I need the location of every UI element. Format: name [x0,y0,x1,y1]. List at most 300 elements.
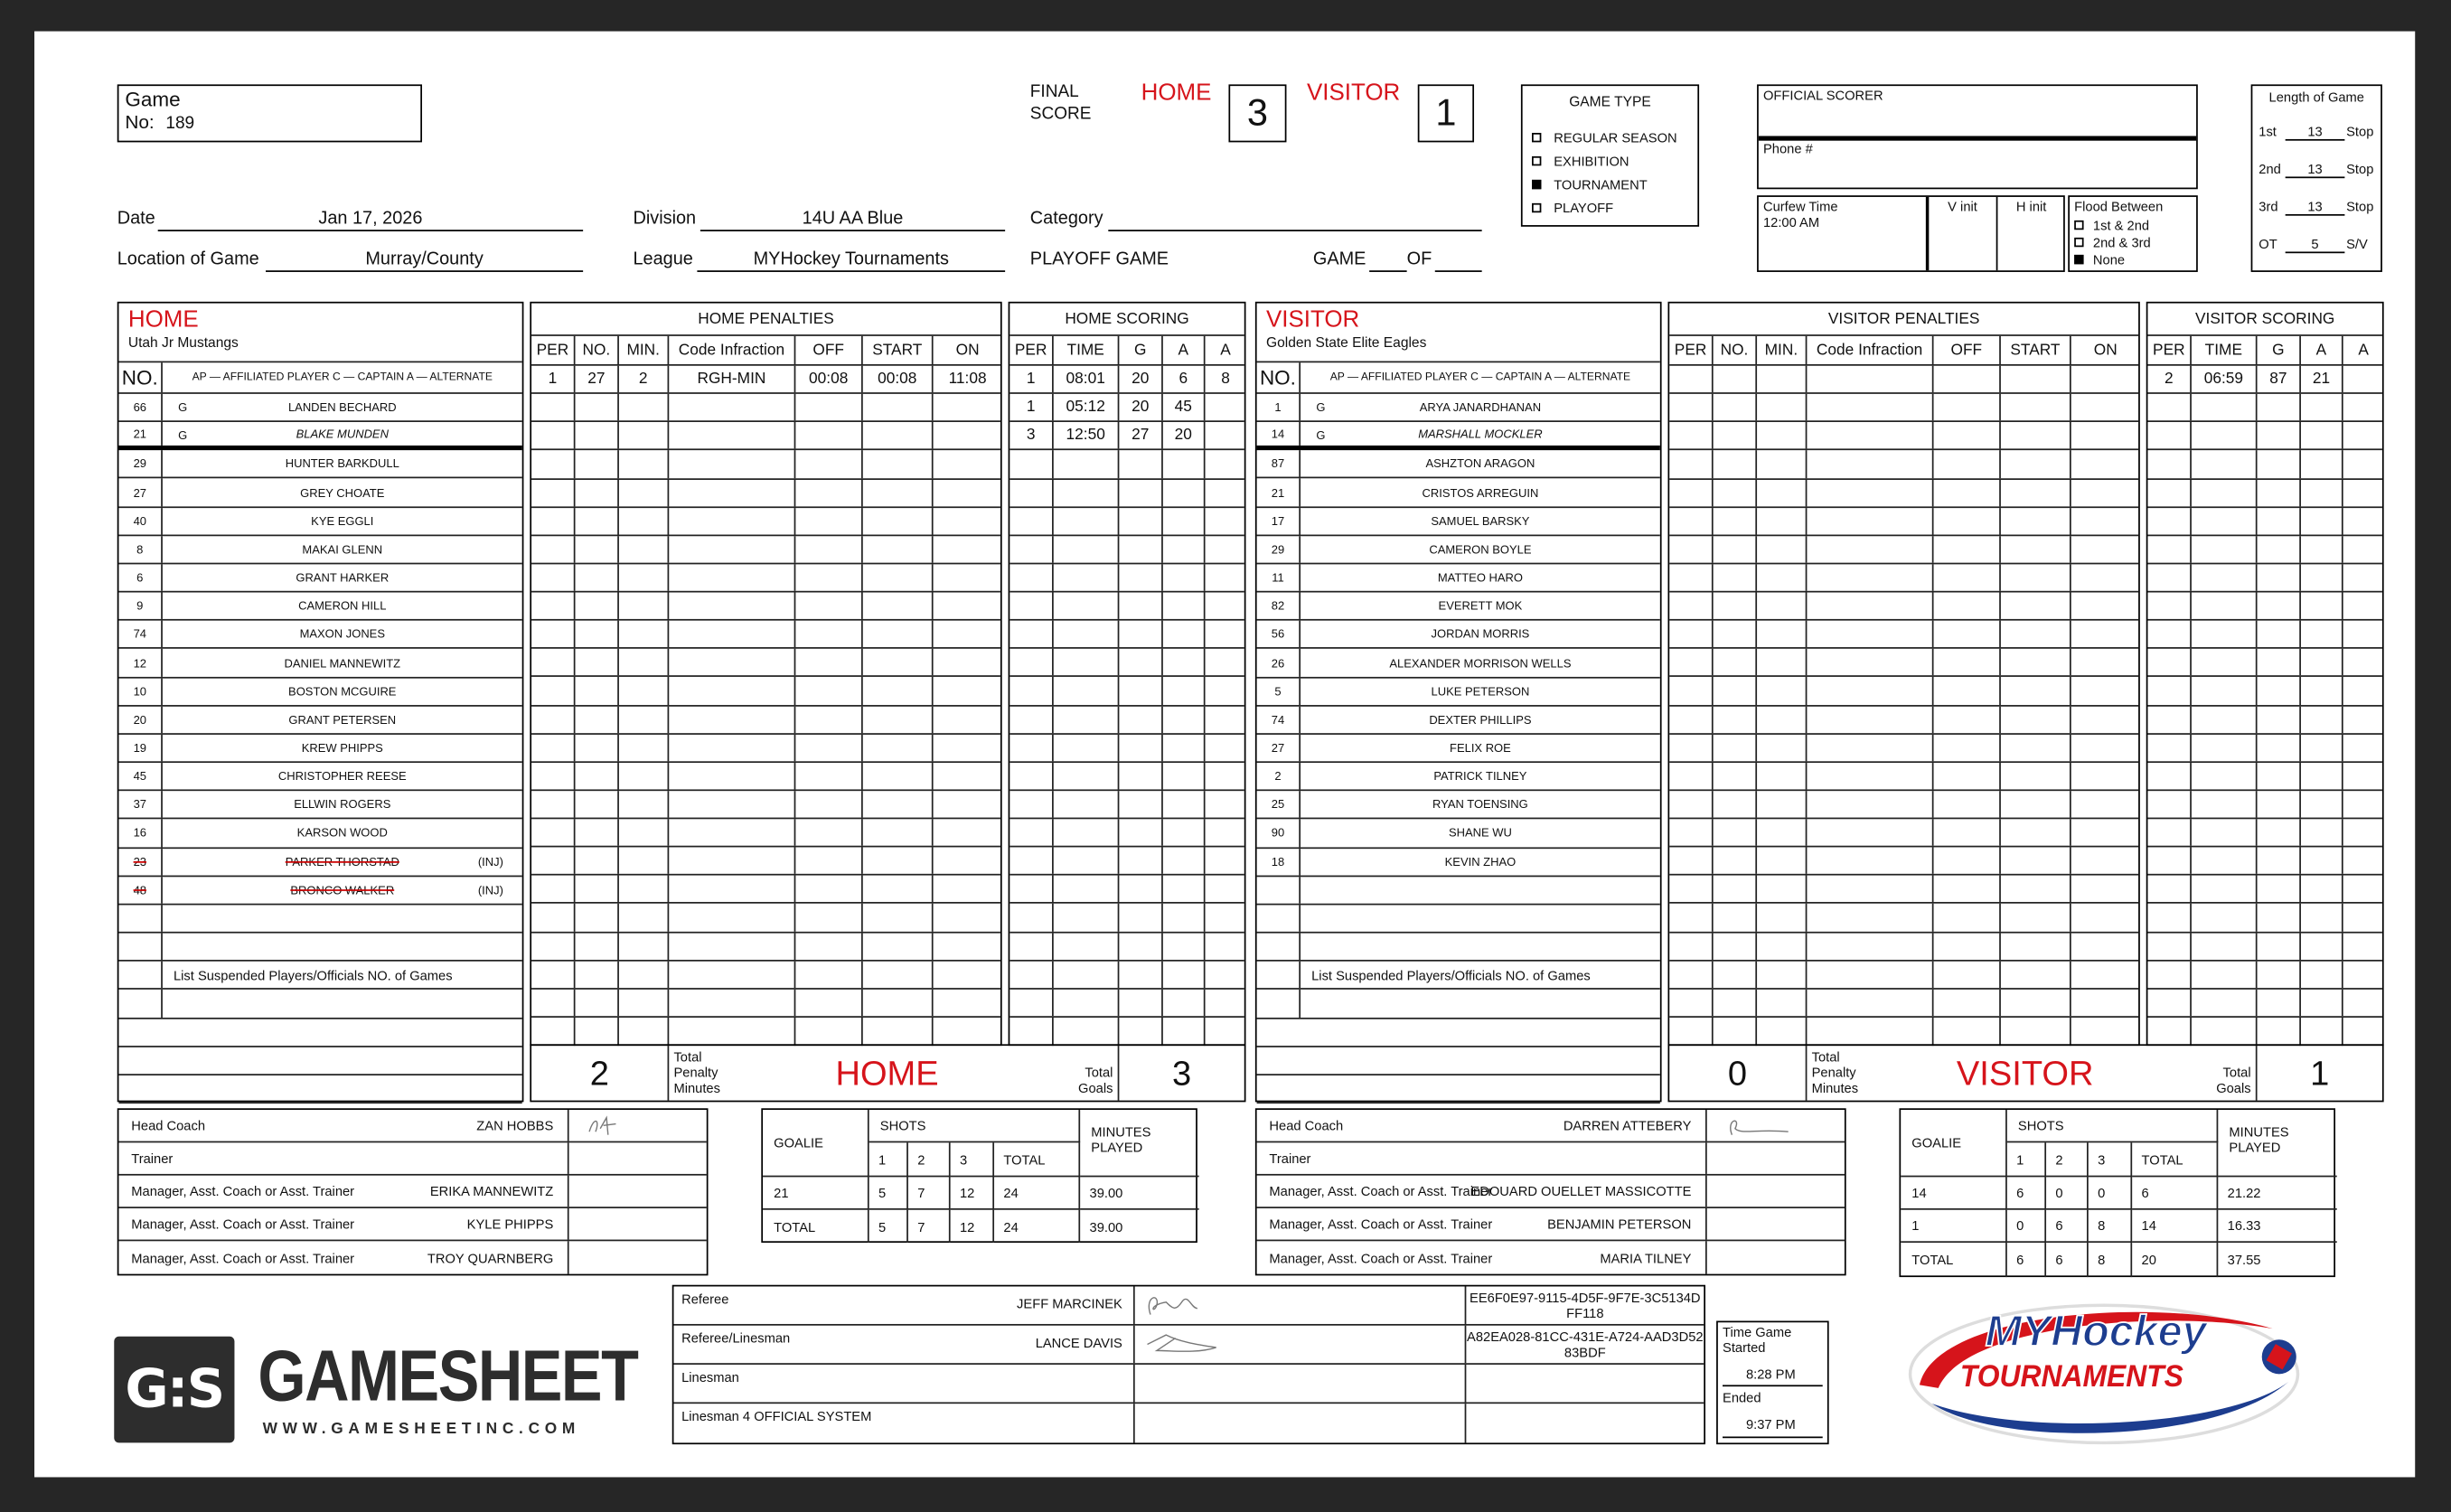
staff-role: Manager, Asst. Coach or Asst. Trainer [131,1249,355,1266]
player-name[interactable]: CHRISTOPHER REESE [277,769,407,784]
name-cell [163,678,522,705]
name-cell [163,763,522,790]
data-cell [795,621,862,648]
of-blank [1435,250,1482,272]
blank-row [1010,649,1244,677]
player-name[interactable]: BOSTON MCGUIRE [288,683,397,699]
data-cell [2343,876,2384,903]
data-cell [1714,791,1757,818]
staff-signature-cell [1705,1110,1845,1141]
data-cell [2301,819,2343,846]
game-type-option[interactable] [1532,154,1629,169]
data-cell [531,763,575,790]
data-cell [619,593,669,620]
data-cell [575,763,618,790]
player-name[interactable]: KEVIN ZHAO [1444,854,1517,869]
data-cell [1714,649,1757,676]
player-name[interactable]: GRANT PETERSEN [288,712,397,727]
staff-row [118,1142,706,1175]
data-cell [2301,536,2343,563]
data-cell [1206,479,1246,506]
name-cell [163,394,522,421]
blank-row [531,394,1000,422]
game-label: Game [125,87,181,111]
blank-row [1669,394,2138,422]
visitor-totals-team-label: VISITOR [1956,1052,2094,1093]
player-name[interactable]: FELIX ROE [1450,740,1511,756]
data-cell [863,763,934,790]
data-cell [2192,876,2258,903]
visitor-total-pim: 0 [1669,1046,1807,1101]
data-cell [1714,451,1757,478]
data-cell [1163,507,1206,534]
data-cell [1163,933,1206,960]
blank-row [1669,734,2138,762]
data-cell [1714,678,1757,705]
period-label: OT [2258,236,2277,252]
data-cell [2258,848,2301,875]
data-cell [2001,791,2071,818]
player-name[interactable]: BLAKE MUNDEN [296,427,389,442]
data-cell [1054,904,1120,931]
data-cell [2001,848,2071,875]
data-cell [1163,649,1206,676]
checkbox-icon[interactable] [2074,238,2083,247]
data-cell [531,451,575,478]
data-cell [2258,819,2301,846]
league-label: League [633,249,693,269]
official-name: LANCE DAVIS [1035,1335,1122,1351]
staff-name: ZAN HOBBS [476,1117,554,1133]
column-header-row [2147,336,2381,366]
data-cell [1757,734,1807,761]
goalie-cell: 6 [2046,1210,2089,1244]
player-name[interactable]: BRONCO WALKER [290,882,395,897]
data-cell [1010,933,1053,960]
data-cell [1669,734,1713,761]
data-cell [1714,394,1757,421]
goalie-cell: 14 [2132,1210,2218,1244]
data-cell [2071,678,2140,705]
checkbox-icon[interactable] [1532,133,1541,142]
player-name[interactable]: SAMUEL BARSKY [1431,513,1530,529]
data-cell: 6 [1163,366,1206,393]
data-cell [934,961,1002,988]
data-cell [1757,536,1807,563]
blank-row [531,848,1000,876]
data-cell [2301,989,2343,1016]
player-name[interactable]: LUKE PETERSON [1431,683,1530,699]
date-label: Date [117,209,155,229]
data-cell [531,678,575,705]
goalie-cell: 6 [2007,1244,2046,1277]
data-cell [2147,819,2191,846]
data-cell [2192,989,2258,1016]
official-id: EE6F0E97-9115-4D5F-9F7E-3C5134DFF118 [1470,1289,1701,1321]
data-cell [619,564,669,591]
length-period-row [2258,199,2381,218]
data-cell [1934,451,2001,478]
data-cell [669,791,795,818]
official-role: Referee/Linesman [681,1329,791,1347]
data-cell [1807,451,1933,478]
data-cell [2192,904,2258,931]
column-header-row [1010,336,1244,366]
data-cell [2258,621,2301,648]
data-cell [795,734,862,761]
game-no-label: No: [125,110,155,134]
jersey-number: 56 [1257,621,1301,648]
period-header: 1 [869,1142,908,1177]
data-cell [575,422,618,449]
data-cell [2301,848,2343,875]
gamesheet-url: WWW.GAMESHEETINC.COM [262,1421,581,1439]
suspended-label: List Suspended Players/Officials NO. of Games [1311,967,1591,983]
data-cell [2258,564,2301,591]
data-cell [1714,819,1757,846]
player-name[interactable]: KYE EGGLI [311,513,374,529]
column-header: A [2358,341,2369,359]
data-cell [1119,734,1162,761]
blank-row [2147,734,2381,762]
roster-row [1257,621,1660,649]
data-cell [2071,791,2140,818]
data-cell [669,1018,795,1046]
data-cell [2301,564,2343,591]
signature-icon [1141,1329,1235,1357]
data-cell [2147,848,2191,875]
data-cell [2301,507,2343,534]
player-name[interactable]: MAXON JONES [299,627,385,642]
roster-row [1257,536,1660,564]
player-name[interactable]: ASHZTON ARAGON [1425,456,1535,472]
blank-row [531,933,1000,961]
data-cell [1119,961,1162,988]
data-cell [1054,451,1120,478]
data-cell [1669,989,1713,1016]
player-position: G [1316,428,1326,443]
game-time-box [1716,1321,1829,1445]
myhockey-subtitle: TOURNAMENTS [1959,1359,2183,1395]
player-name[interactable]: ALEXANDER MORRISON WELLS [1389,655,1572,671]
data-cell: 06:59 [2192,366,2258,393]
data-cell [1669,649,1713,676]
home-totals-row [530,1044,1245,1102]
name-cell [163,621,522,648]
player-name[interactable]: LANDEN BECHARD [287,399,397,415]
data-cell: 3 [1010,422,1053,449]
flood-option-label: 1st & 2nd [2092,217,2150,233]
player-name[interactable]: DEXTER PHILLIPS [1429,712,1532,727]
blank-row [2147,904,2381,932]
checkbox-icon[interactable] [2074,255,2083,264]
scorer-divider [1759,136,2196,140]
data-cell [863,621,934,648]
player-name[interactable]: GREY CHOATE [300,485,385,500]
v-init-label: V init [1948,198,1977,214]
blank-row [1669,819,2138,847]
roster-row [1257,507,1660,535]
blank-row [2147,933,2381,961]
checkbox-icon[interactable] [1532,156,1541,165]
data-cell [2147,876,2191,903]
roster-blank-row [118,1075,521,1103]
staff-signature-cell [568,1142,707,1174]
home-scoring-title: HOME SCORING [1010,304,1244,336]
data-cell [1807,791,1933,818]
player-name[interactable]: MARSHALL MOCKLER [1418,427,1543,442]
blank-row [1010,621,1244,649]
player-name[interactable]: EVERETT MOK [1438,598,1523,614]
data-cell [2258,649,2301,676]
data-cell [1206,961,1246,988]
data-cell [795,989,862,1016]
data-cell [2192,649,2258,676]
data-cell [1119,848,1162,875]
data-cell [1757,791,1807,818]
data-cell [1807,1018,1933,1046]
player-name[interactable]: PATRICK TILNEY [1433,769,1527,784]
name-cell [1301,536,1660,563]
goalie-cell: 24 [994,1210,1080,1244]
data-cell [1807,848,1933,875]
player-name[interactable]: CAMERON HILL [298,598,387,614]
data-cell [575,451,618,478]
staff-row [1257,1208,1845,1241]
blank-row [1010,451,1244,479]
blank-row [1010,819,1244,847]
data-cell [934,621,1002,648]
data-cell [2343,593,2384,620]
blank-row [2147,678,2381,706]
data-cell [2192,791,2258,818]
blank-row [1669,593,2138,621]
blank-row [1669,422,2138,450]
game-type-option[interactable] [1532,130,1677,146]
goalie-cell: 5 [869,1210,908,1244]
data-cell [2071,564,2140,591]
data-cell [1934,734,2001,761]
data-cell [619,706,669,733]
staff-row [1257,1241,1845,1273]
period-header: 3 [2089,1142,2132,1177]
player-name[interactable]: ELLWIN ROGERS [294,797,391,812]
blank-row [2147,479,2381,507]
data-cell [795,564,862,591]
checkbox-icon[interactable] [1532,180,1541,189]
blank-row [531,763,1000,791]
data-cell [575,479,618,506]
roster-row [118,763,521,791]
player-name[interactable]: SHANE WU [1448,826,1512,841]
jersey-number: 90 [1257,820,1301,847]
data-cell [2071,989,2140,1016]
period-label: 2nd [2258,161,2281,177]
player-name[interactable]: GRANT HARKER [296,570,390,585]
game-type-option[interactable] [1532,176,1648,192]
goalie-cell: 20 [2132,1244,2218,1277]
blank-row [2147,989,2381,1017]
curfew-value: 12:00 AM [1762,213,1820,230]
data-cell [863,507,934,534]
staff-name: EDOUARD OUELLET MASSICOTTE [1470,1183,1692,1199]
jersey-number [118,934,162,961]
data-cell [1807,876,1933,903]
blank-row [2147,536,2381,564]
jersey-number: 12 [118,650,162,677]
data-cell [619,507,669,534]
checkbox-icon[interactable] [2074,221,2083,230]
staff-role: Manager, Asst. Coach or Asst. Trainer [1269,1183,1493,1199]
data-cell [1163,1018,1206,1046]
roster-blank-row [1257,1075,1660,1103]
data-cell [1669,621,1713,648]
staff-role: Manager, Asst. Coach or Asst. Trainer [131,1216,355,1232]
data-cell [2071,819,2140,846]
data-cell [795,507,862,534]
data-cell [2258,1018,2301,1046]
roster-row [1257,792,1660,820]
blank-row [531,621,1000,649]
roster-row [118,678,521,706]
data-cell [1669,366,1713,393]
data-cell [795,536,862,563]
data-cell [1714,422,1757,449]
player-name[interactable]: MATTEO HARO [1437,570,1524,585]
blank-row [1010,536,1244,564]
flood-option[interactable] [2074,234,2151,249]
visitor-roster-header [1257,362,1660,394]
blank-row [531,989,1000,1017]
staff-row [1257,1142,1845,1175]
player-name[interactable]: ARYA JANARDHANAN [1419,399,1542,415]
data-cell [2001,706,2071,733]
data-cell [2343,649,2384,676]
jersey-number: 23 [118,848,162,875]
data-cell [669,904,795,931]
data-cell [1714,593,1757,620]
data-cell [2192,1018,2258,1046]
data-cell [795,593,862,620]
staff-row [1257,1176,1845,1208]
data-cell [1669,536,1713,563]
player-name[interactable]: PARKER THORSTAD [285,854,399,869]
gamesheet-mark-text: G:S [125,1358,224,1422]
curfew-label: Curfew Time [1762,198,1838,214]
data-cell [1807,933,1933,960]
roster-row [118,394,521,422]
checkbox-icon[interactable] [1532,203,1541,212]
data-cell [934,933,1002,960]
blank-row [1669,451,2138,479]
data-cell [934,507,1002,534]
roster-row [1257,678,1660,706]
data-cell [2192,507,2258,534]
signature-icon [1720,1113,1814,1141]
blank-row [1669,678,2138,706]
data-cell [575,791,618,818]
game-type-box [1521,84,1699,226]
blank-row [1010,904,1244,932]
data-cell [1119,479,1162,506]
data-cell [2001,1018,2071,1046]
staff-role: Trainer [131,1150,174,1167]
data-cell [1669,904,1713,931]
data-cell [619,734,669,761]
data-cell [531,904,575,931]
roster-row [118,820,521,848]
data-cell [2301,593,2343,620]
player-name[interactable]: JORDAN MORRIS [1431,627,1530,642]
data-cell [1757,394,1807,421]
flood-option[interactable] [2074,217,2149,232]
data-cell [575,706,618,733]
player-name[interactable]: CRISTOS ARREGUIN [1422,485,1539,500]
data-cell [1206,451,1246,478]
player-name[interactable]: KARSON WOOD [296,826,388,841]
data-cell [1010,649,1053,676]
data-cell [1054,621,1120,648]
data-cell: 27 [1119,422,1162,449]
player-name[interactable]: KREW PHIPPS [301,740,383,756]
data-cell [2301,678,2343,705]
data-cell [575,536,618,563]
player-position: G [178,428,188,443]
data-cell [2301,451,2343,478]
total-goals-label: Total Goals [2216,1064,2251,1096]
data-cell [1934,593,2001,620]
data-cell [619,876,669,903]
data-cell [1206,791,1246,818]
flood-option[interactable] [2074,251,2125,267]
data-cell: 20 [1119,366,1162,393]
player-name[interactable]: RYAN TOENSING [1432,797,1528,812]
data-cell [1010,451,1053,478]
player-name[interactable]: MAKAI GLENN [302,541,383,557]
roster-blank-row [1257,990,1660,1018]
data-cell [669,394,795,421]
data-cell [1054,989,1120,1016]
player-name[interactable]: CAMERON BOYLE [1429,541,1532,557]
name-cell [1301,593,1660,620]
data-cell [934,451,1002,478]
data-cell [2001,422,2071,449]
data-cell [669,989,795,1016]
data-cell [2301,706,2343,733]
column-header: OFF [795,336,862,364]
name-cell [163,422,522,446]
name-cell [1301,422,1660,446]
length-of-game-box [2251,84,2382,272]
roster-row [1257,394,1660,422]
data-cell [795,1018,862,1046]
name-cell [1301,735,1660,762]
game-type-option[interactable] [1532,200,1613,215]
data-cell [795,422,862,449]
data-cell [1010,479,1053,506]
data-cell [1934,848,2001,875]
jersey-number: 27 [118,479,162,506]
data-cell: 27 [575,366,618,393]
data-cell [531,989,575,1016]
data-cell [1934,479,2001,506]
data-cell [531,564,575,591]
player-name[interactable]: DANIEL MANNEWITZ [284,655,401,671]
data-cell [1010,706,1053,733]
player-name[interactable]: HUNTER BARKDULL [285,456,399,472]
data-cell [2343,819,2384,846]
data-cell [863,536,934,563]
